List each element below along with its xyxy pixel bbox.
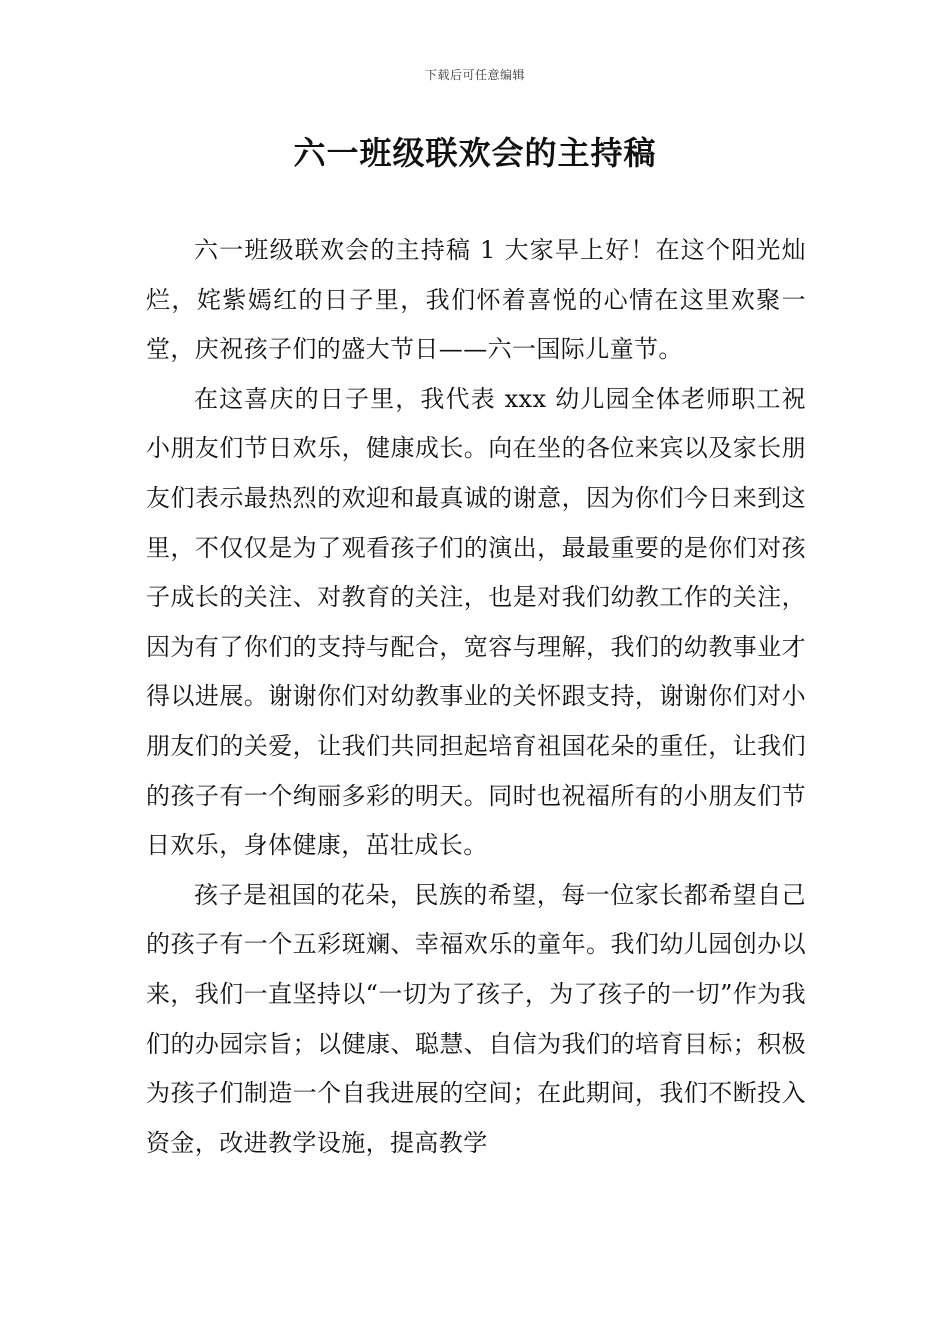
document-title: 六一班级联欢会的主持稿 [293,134,657,172]
paragraph-2: 在这喜庆的日子里，我代表 xxx 幼儿园全体老师职工祝小朋友们节日欢乐，健康成长。向在坐的各位来宾以及家长朋友们表示最热烈的欢迎和最真诚的谢意，因为你们今日来到这里，不仅仅是为了观看孩子们的演出，最最重要的是你们对孩子成长的关注、对教育的关注，也是对我们幼教工作的关注，因为有了你们的支持与配合，宽容与理解，我们的幼教事业才得以进展。谢谢你们对幼教事业的关怀跟支持，谢谢你们对小朋友们的关爱，让我们共同担起培育祖国花朵的重任，让我们的孩子有一个绚丽多彩的明天。同时也祝福所有的小朋友们节日欢乐，身体健康，茁壮成长。 [146,384,806,860]
paragraph-1: 六一班级联欢会的主持稿 1 大家早上好！在这个阳光灿烂，姹紫嫣红的日子里，我们怀着喜悦的心情在这里欢聚一堂，庆祝孩子们的盛大节日——六一国际儿童节。 [146,236,806,364]
document-body [146,226,806,1168]
header-note: 下载后可任意编辑 [424,68,525,82]
paragraph-3: 孩子是祖国的花朵，民族的希望，每一位家长都希望自己的孩子有一个五彩斑斓、幸福欢乐的童年。我们幼儿园创办以来，我们一直坚持以“一切为了孩子，为了孩子的一切”作为我们的办园宗旨；以健康、聪慧、自信为我们的培育目标；积极为孩子们制造一个自我进展的空间；在此期间，我们不断投入资金，改进教学设施，提高教学 [146,880,806,1157]
